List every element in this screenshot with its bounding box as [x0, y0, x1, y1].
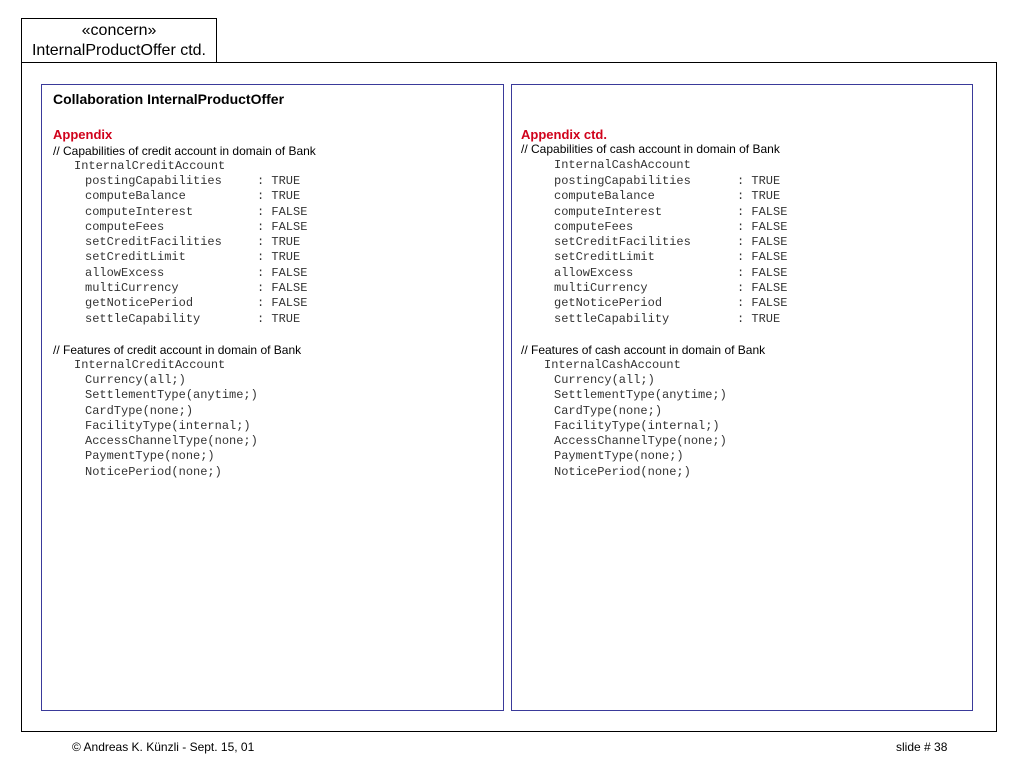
features-list: [85, 373, 258, 480]
capability-name: setCreditLimit: [85, 250, 186, 265]
capability-name: setCreditFacilities: [554, 235, 691, 250]
feature-row: Currency(all;): [554, 373, 655, 387]
capability-row: [85, 220, 307, 235]
capability-value: : TRUE: [257, 250, 301, 265]
feature-row: CardType(none;): [554, 403, 663, 418]
feature-row: FacilityType(internal;): [554, 418, 720, 433]
capability-name: computeFees: [554, 219, 634, 234]
features-class: InternalCashAccount: [544, 358, 681, 372]
capability-value: : TRUE: [737, 311, 781, 326]
capability-name: allowExcess: [554, 265, 634, 280]
capability-value: : FALSE: [737, 281, 788, 296]
title-label: InternalProductOffer ctd.: [31, 42, 206, 59]
slide-title: [21, 18, 217, 62]
capability-value: : FALSE: [257, 296, 308, 311]
left-panel: [41, 84, 504, 711]
capability-row: [85, 189, 307, 204]
capability-row: [85, 205, 307, 220]
capability-value: : FALSE: [737, 204, 788, 219]
feature-row: AccessChannelType(none;): [554, 434, 727, 449]
feature-row: CardType(none;): [85, 403, 194, 418]
capability-row: [554, 174, 787, 189]
capability-value: : FALSE: [257, 265, 308, 280]
capability-value: : FALSE: [737, 250, 788, 265]
capability-row: [554, 250, 787, 265]
capability-row: [554, 205, 787, 220]
features-list: [554, 373, 727, 480]
capability-value: : FALSE: [257, 204, 308, 219]
capability-name: multiCurrency: [554, 281, 648, 296]
capability-value: : FALSE: [737, 235, 788, 250]
capability-row: [85, 235, 307, 250]
appendix-title: Appendix ctd.: [521, 127, 607, 142]
capability-value: : TRUE: [257, 235, 301, 250]
capability-value: : FALSE: [257, 219, 308, 234]
capability-value: : FALSE: [257, 281, 308, 296]
capability-value: : TRUE: [257, 189, 301, 204]
footer-copyright: © Andreas K. Künzli - Sept. 15, 01: [72, 740, 255, 754]
capability-row: [85, 296, 307, 311]
feature-row: SettlementType(anytime;): [554, 388, 727, 403]
feature-row: SettlementType(anytime;): [85, 388, 258, 403]
capability-name: computeFees: [85, 219, 165, 234]
capability-value: : TRUE: [737, 189, 781, 204]
capability-name: getNoticePeriod: [85, 296, 194, 311]
capability-row: [85, 312, 307, 327]
panel-heading: Collaboration InternalProductOffer: [53, 91, 285, 107]
stereotype-label: «concern»: [81, 22, 157, 39]
capabilities-list: [554, 174, 787, 327]
capability-name: computeInterest: [554, 204, 663, 219]
slide-number: slide # 38: [896, 740, 948, 754]
capability-value: : FALSE: [737, 219, 788, 234]
features-class: InternalCreditAccount: [74, 358, 226, 372]
capability-name: setCreditLimit: [554, 250, 655, 265]
capability-row: [554, 220, 787, 235]
capability-row: [554, 312, 787, 327]
appendix-title: Appendix: [53, 127, 113, 142]
capability-name: settleCapability: [554, 311, 670, 326]
capabilities-comment: // Capabilities of cash account in domain of Bank: [521, 142, 780, 156]
feature-row: Currency(all;): [85, 373, 186, 387]
capability-name: getNoticePeriod: [554, 296, 663, 311]
capability-value: : FALSE: [737, 265, 788, 280]
capability-row: [85, 266, 307, 281]
right-panel: [511, 84, 973, 711]
capability-name: allowExcess: [85, 265, 165, 280]
capabilities-class: InternalCashAccount: [554, 158, 691, 172]
capability-name: postingCapabilities: [85, 174, 222, 188]
capability-row: [554, 281, 787, 296]
feature-row: NoticePeriod(none;): [85, 464, 222, 479]
feature-row: NoticePeriod(none;): [554, 464, 691, 479]
capability-row: [554, 189, 787, 204]
capabilities-list: [85, 174, 307, 327]
capabilities-comment: // Capabilities of credit account in domain of Bank: [53, 144, 316, 158]
capability-row: [554, 296, 787, 311]
capability-value: : FALSE: [737, 296, 788, 311]
capability-name: postingCapabilities: [554, 174, 691, 188]
capability-name: computeBalance: [85, 189, 186, 204]
capability-row: [85, 281, 307, 296]
capability-value: : TRUE: [737, 174, 781, 188]
capability-row: [85, 174, 307, 189]
capability-value: : TRUE: [257, 174, 301, 188]
capability-name: settleCapability: [85, 311, 201, 326]
capability-name: setCreditFacilities: [85, 235, 222, 250]
feature-row: PaymentType(none;): [85, 449, 215, 464]
feature-row: AccessChannelType(none;): [85, 434, 258, 449]
capability-row: [85, 250, 307, 265]
features-comment: // Features of cash account in domain of Bank: [521, 343, 766, 357]
capability-value: : TRUE: [257, 311, 301, 326]
feature-row: PaymentType(none;): [554, 449, 684, 464]
capability-name: multiCurrency: [85, 281, 179, 296]
capability-name: computeBalance: [554, 189, 655, 204]
feature-row: FacilityType(internal;): [85, 418, 251, 433]
features-comment: // Features of credit account in domain of Bank: [53, 343, 302, 357]
capabilities-class: InternalCreditAccount: [74, 159, 226, 173]
capability-row: [554, 235, 787, 250]
capability-name: computeInterest: [85, 204, 194, 219]
capability-row: [554, 266, 787, 281]
